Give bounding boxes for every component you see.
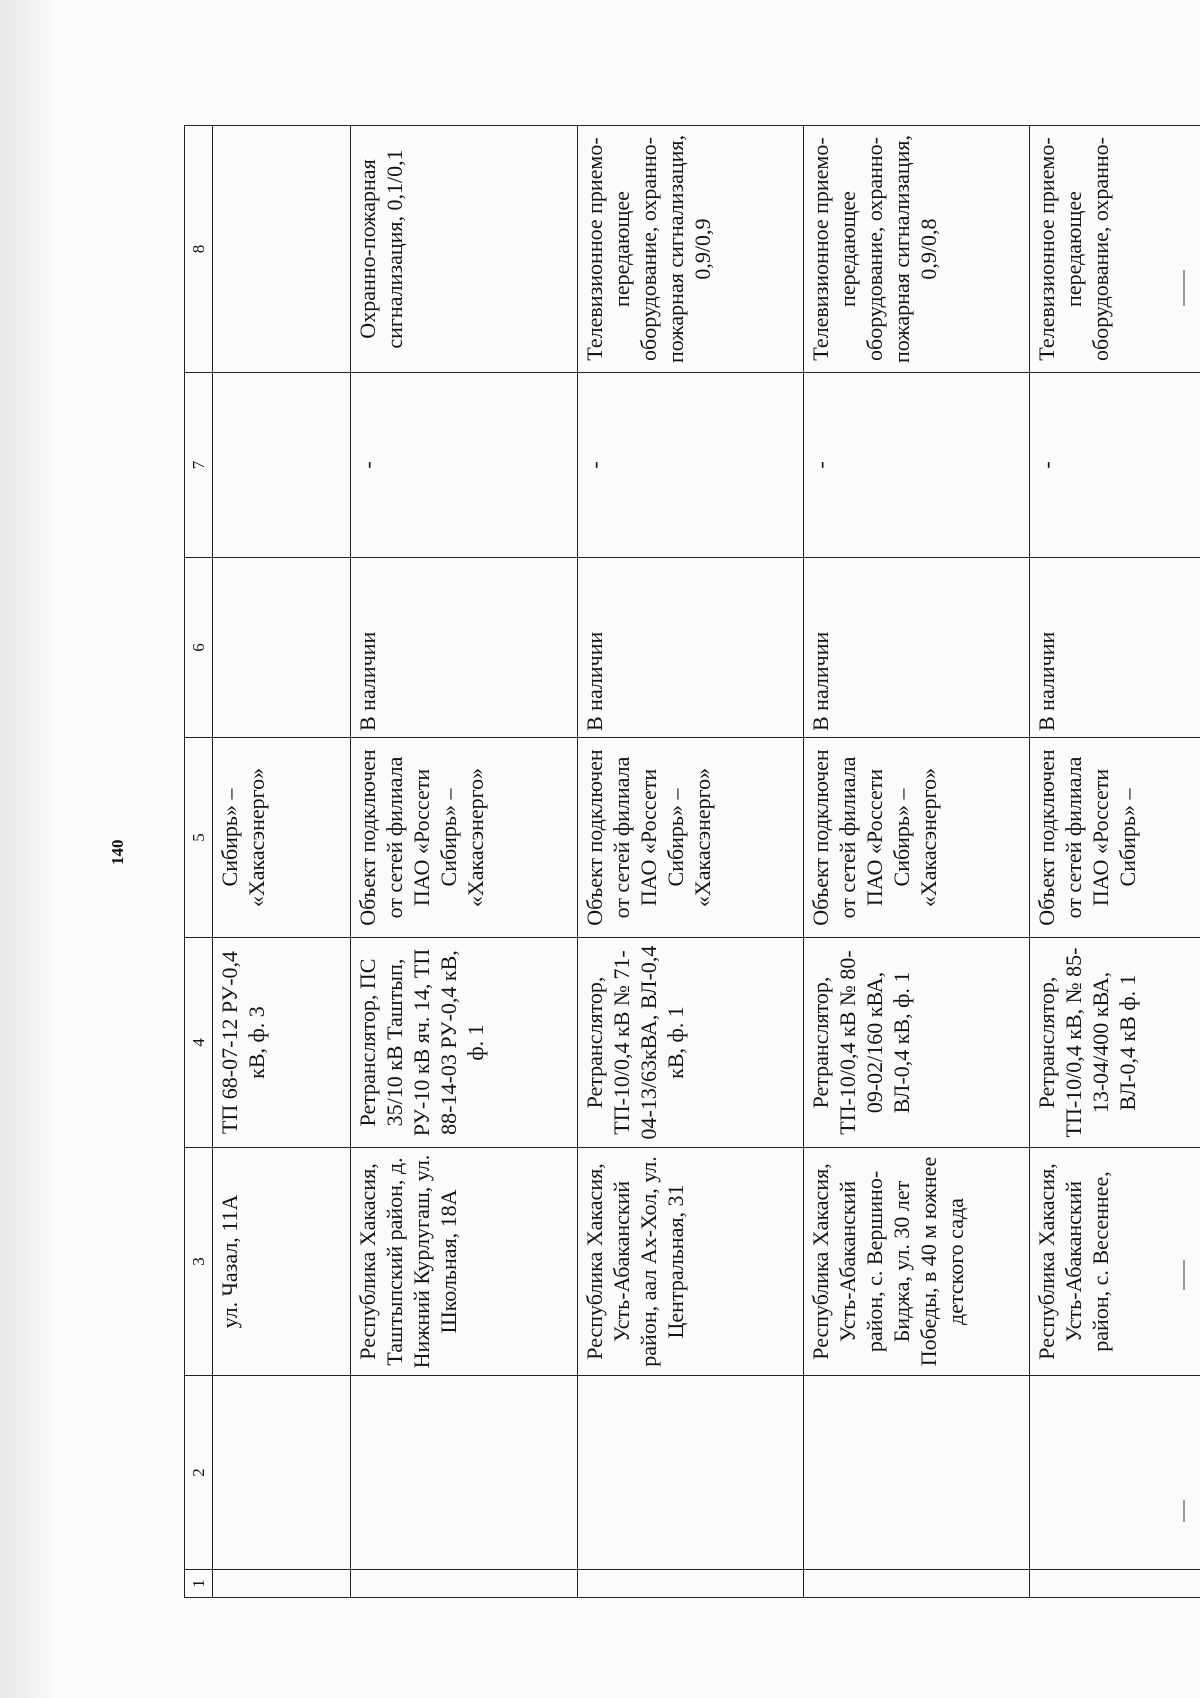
cell-col7: - xyxy=(351,373,578,558)
cell-number xyxy=(213,1570,351,1598)
cell-equipment xyxy=(213,126,351,373)
cell-number xyxy=(578,1570,804,1598)
cell-name xyxy=(1030,1376,1200,1570)
cell-availability: В наличии xyxy=(1030,558,1200,738)
column-header: 5 xyxy=(185,738,213,938)
column-header: 4 xyxy=(185,938,213,1148)
cell-name xyxy=(804,1376,1030,1570)
column-header: 3 xyxy=(185,1148,213,1376)
cell-power-source: Ретранслятор, ТП-10/0,4 кВ № 80-09-02/160 кВА, ВЛ-0,4 кВ, ф. 1 xyxy=(804,938,1030,1148)
column-header: 1 xyxy=(185,1570,213,1598)
cell-address: Республика Хакасия, Усть-Абаканский район, с. Весеннее, xyxy=(1030,1148,1200,1376)
cell-number xyxy=(351,1570,578,1598)
column-header: 8 xyxy=(185,126,213,373)
cell-address: Республика Хакасия, Усть-Абаканский район, с. Вершино-Биджа, ул. 30 лет Победы, в 40 м южнее детского сада xyxy=(804,1148,1030,1376)
cell-equipment: Телевизионное приемо-передающее оборудование, охранно-пожарная сигнализация, 0,9/0,8 xyxy=(804,126,1030,373)
cell-address: Республика Хакасия, Таштыпский район, д. Нижний Курлугаш, ул. Школьная, 18А xyxy=(351,1148,578,1376)
cell-power-source: ТП 68-07-12 РУ-0,4 кВ, ф. 3 xyxy=(213,938,351,1148)
scan-mark xyxy=(1183,1260,1185,1290)
table-row xyxy=(213,126,351,1598)
header-row xyxy=(185,126,213,1598)
cell-address: ул. Чазал, 11А xyxy=(213,1148,351,1376)
cell-address: Республика Хакасия, Усть-Абаканский район, аал Ах-Хол, ул. Центральная, 31 xyxy=(578,1148,804,1376)
cell-name xyxy=(351,1376,578,1570)
page-number: 140 xyxy=(108,839,127,865)
cell-connection: Объект подключен от сетей филиала ПАО «Россети Сибирь» – «Хакасэнерго» xyxy=(578,738,804,938)
cell-availability: В наличии xyxy=(804,558,1030,738)
cell-availability: В наличии xyxy=(351,558,578,738)
column-header: 6 xyxy=(185,558,213,738)
cell-power-source: Ретранслятор, ТП-10/0,4 кВ № 71-04-13/63кВА, ВЛ-0,4 кВ, ф. 1 xyxy=(578,938,804,1148)
cell-equipment: Телевизионное приемо-передающее оборудование, охранно- xyxy=(1030,126,1200,373)
cell-power-source: Ретранслятор, ПС 35/10 кВ Таштып, РУ-10 кВ яч. 14, ТП 88-14-03 РУ-0,4 кВ, ф. 1 xyxy=(351,938,578,1148)
cell-power-source: Ретранслятор, ТП-10/0,4 кВ, № 85-13-04/400 кВА, ВЛ-0,4 кВ ф. 1 xyxy=(1030,938,1200,1148)
rotated-table-wrapper xyxy=(184,126,1200,1598)
table-row xyxy=(804,126,1030,1598)
scan-mark xyxy=(1183,270,1185,306)
table-row xyxy=(351,126,578,1598)
cell-availability: В наличии xyxy=(578,558,804,738)
table-row xyxy=(1030,126,1200,1598)
cell-connection: Сибирь» – «Хакасэнерго» xyxy=(213,738,351,938)
cell-number xyxy=(1030,1570,1200,1598)
data-table xyxy=(184,125,1200,1598)
cell-connection: Объект подключен от сетей филиала ПАО «Россети Сибирь» – «Хакасэнерго» xyxy=(351,738,578,938)
cell-connection: Объект подключен от сетей филиала ПАО «Россети Сибирь» – xyxy=(1030,738,1200,938)
cell-col7: - xyxy=(1030,373,1200,558)
cell-col7: - xyxy=(578,373,804,558)
cell-connection: Объект подключен от сетей филиала ПАО «Россети Сибирь» – «Хакасэнерго» xyxy=(804,738,1030,938)
cell-number xyxy=(804,1570,1030,1598)
column-header: 7 xyxy=(185,373,213,558)
column-header: 2 xyxy=(185,1376,213,1570)
cell-name xyxy=(578,1376,804,1570)
scan-mark xyxy=(1183,1500,1185,1522)
cell-equipment: Телевизионное приемо-передающее оборудование, охранно-пожарная сигнализация, 0,9/0,9 xyxy=(578,126,804,373)
table-row xyxy=(578,126,804,1598)
cell-col7: - xyxy=(804,373,1030,558)
cell-availability xyxy=(213,558,351,738)
cell-equipment: Охранно-пожарная сигнализация, 0,1/0,1 xyxy=(351,126,578,373)
cell-col7 xyxy=(213,373,351,558)
cell-name xyxy=(213,1376,351,1570)
